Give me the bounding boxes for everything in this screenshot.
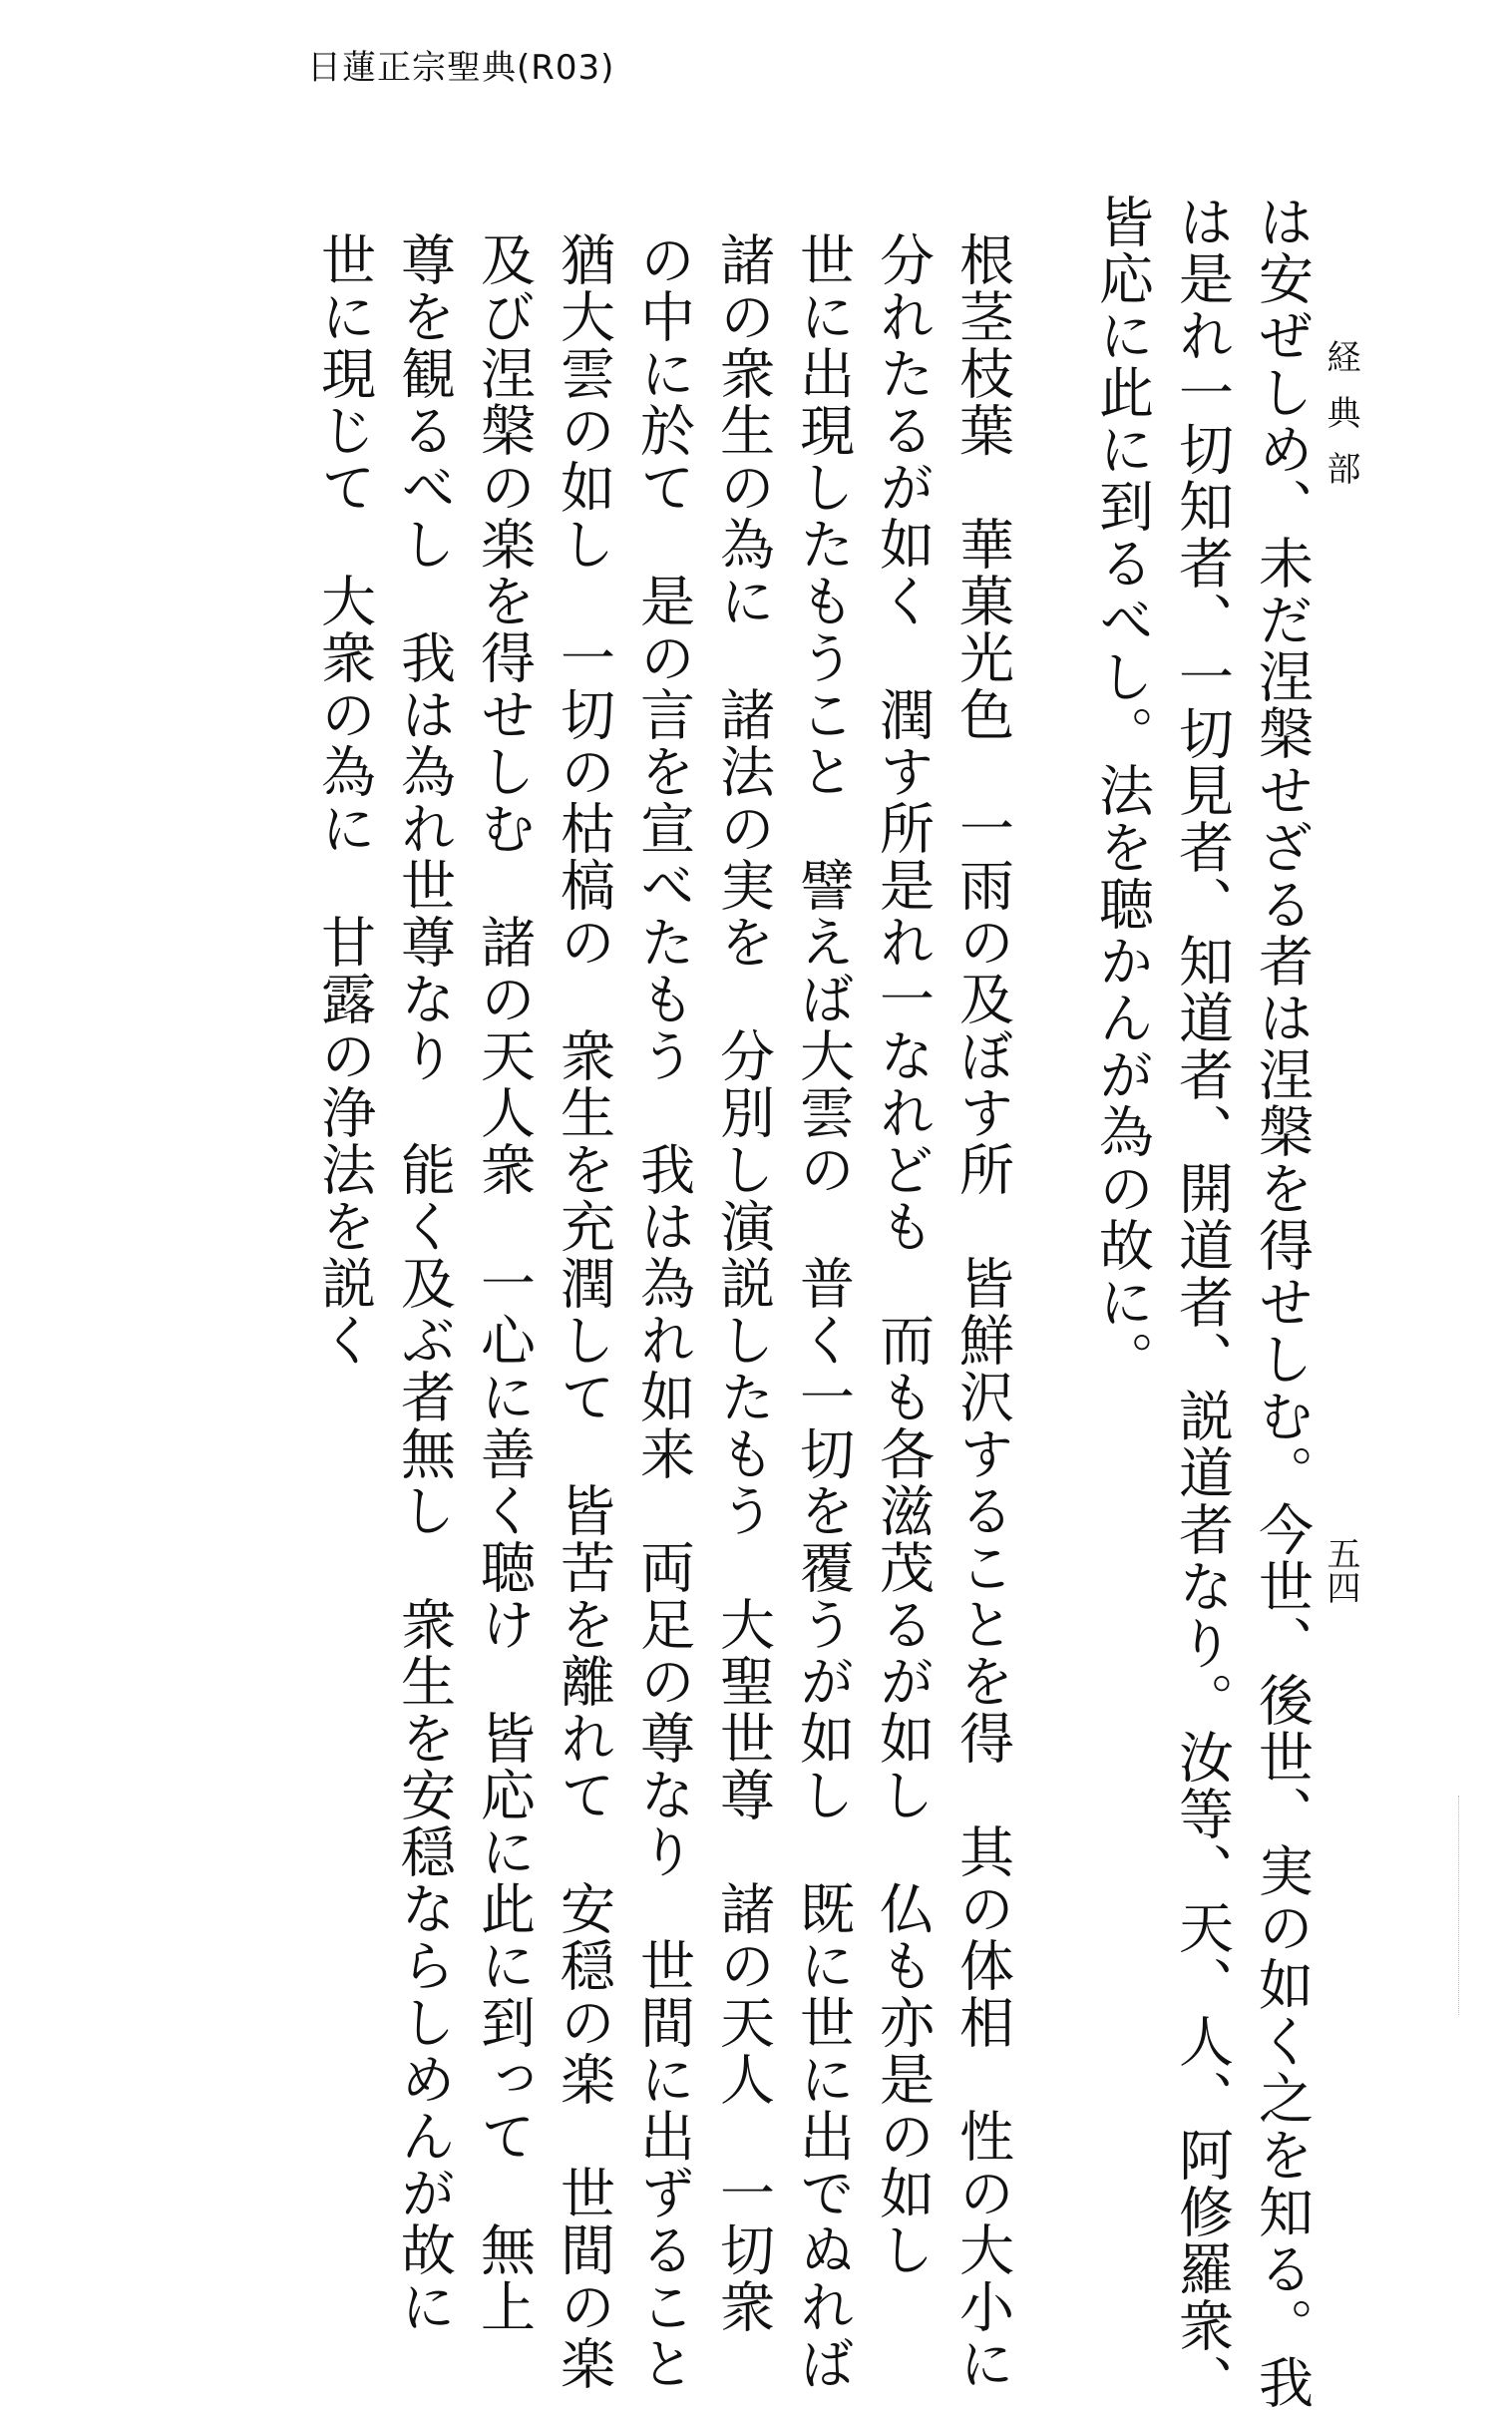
verse-column: 尊を観るべし 我は為れ世尊なり 能く及ぶ者無し 衆生を安穏ならしめんが故に xyxy=(392,231,456,2335)
text-column: は安ぜしめ、未だ涅槃せざる者は涅槃を得せしむ。今世、後世、実の如く之を知る。我 xyxy=(1250,194,1314,2411)
document-header-title: 日蓮正宗聖典(R03) xyxy=(307,48,615,88)
verse-column: 及び涅槃の楽を得せしむ 諸の天人衆 一心に善く聴け 皆応に此に到って 無上 xyxy=(472,231,536,2335)
page-number: 五四 xyxy=(1321,1536,1360,1604)
verse-column: の中に於て 是の言を宣べたもう 我は為れ如来 両足の尊なり 世間に出ずること xyxy=(631,231,695,2392)
verse-column: 猶大雲の如し 一切の枯槁の 衆生を充潤して 皆苦を離れて 安穏の楽 世間の楽 xyxy=(552,231,615,2392)
verse-column: 分れたるが如く 潤す所是れ一なれども 而も各滋茂るが如し 仏も亦是の如し xyxy=(871,231,935,2278)
verse-text-block xyxy=(304,231,1022,2392)
text-column: は是れ一切知者、一切見者、知道者、開道者、説道者なり。汝等、天、人、阿修羅衆、 xyxy=(1170,194,1234,2411)
verse-column: 根茎枝葉 華菓光色 一雨の及ぼす所 皆鮮沢することを得 其の体相 性の大小に xyxy=(950,231,1014,2392)
verse-column: 世に現じて 大衆の為に 甘露の浄法を説く xyxy=(312,231,376,1369)
section-title: 経典部 xyxy=(1321,339,1360,507)
prose-text-block xyxy=(1082,194,1322,2411)
scan-edge-marks xyxy=(1458,1796,1465,2015)
verse-column: 諸の衆生の為に 諸法の実を 分別し演説したもう 大聖世尊 諸の天人 一切衆 xyxy=(711,231,775,2335)
verse-column: 世に出現したもうこと 譬えば大雲の 普く一切を覆うが如し 既に世に出でぬれば xyxy=(791,231,855,2392)
text-column: 皆応に此に到るべし。法を聴かんが為の故に。 xyxy=(1090,194,1154,1388)
